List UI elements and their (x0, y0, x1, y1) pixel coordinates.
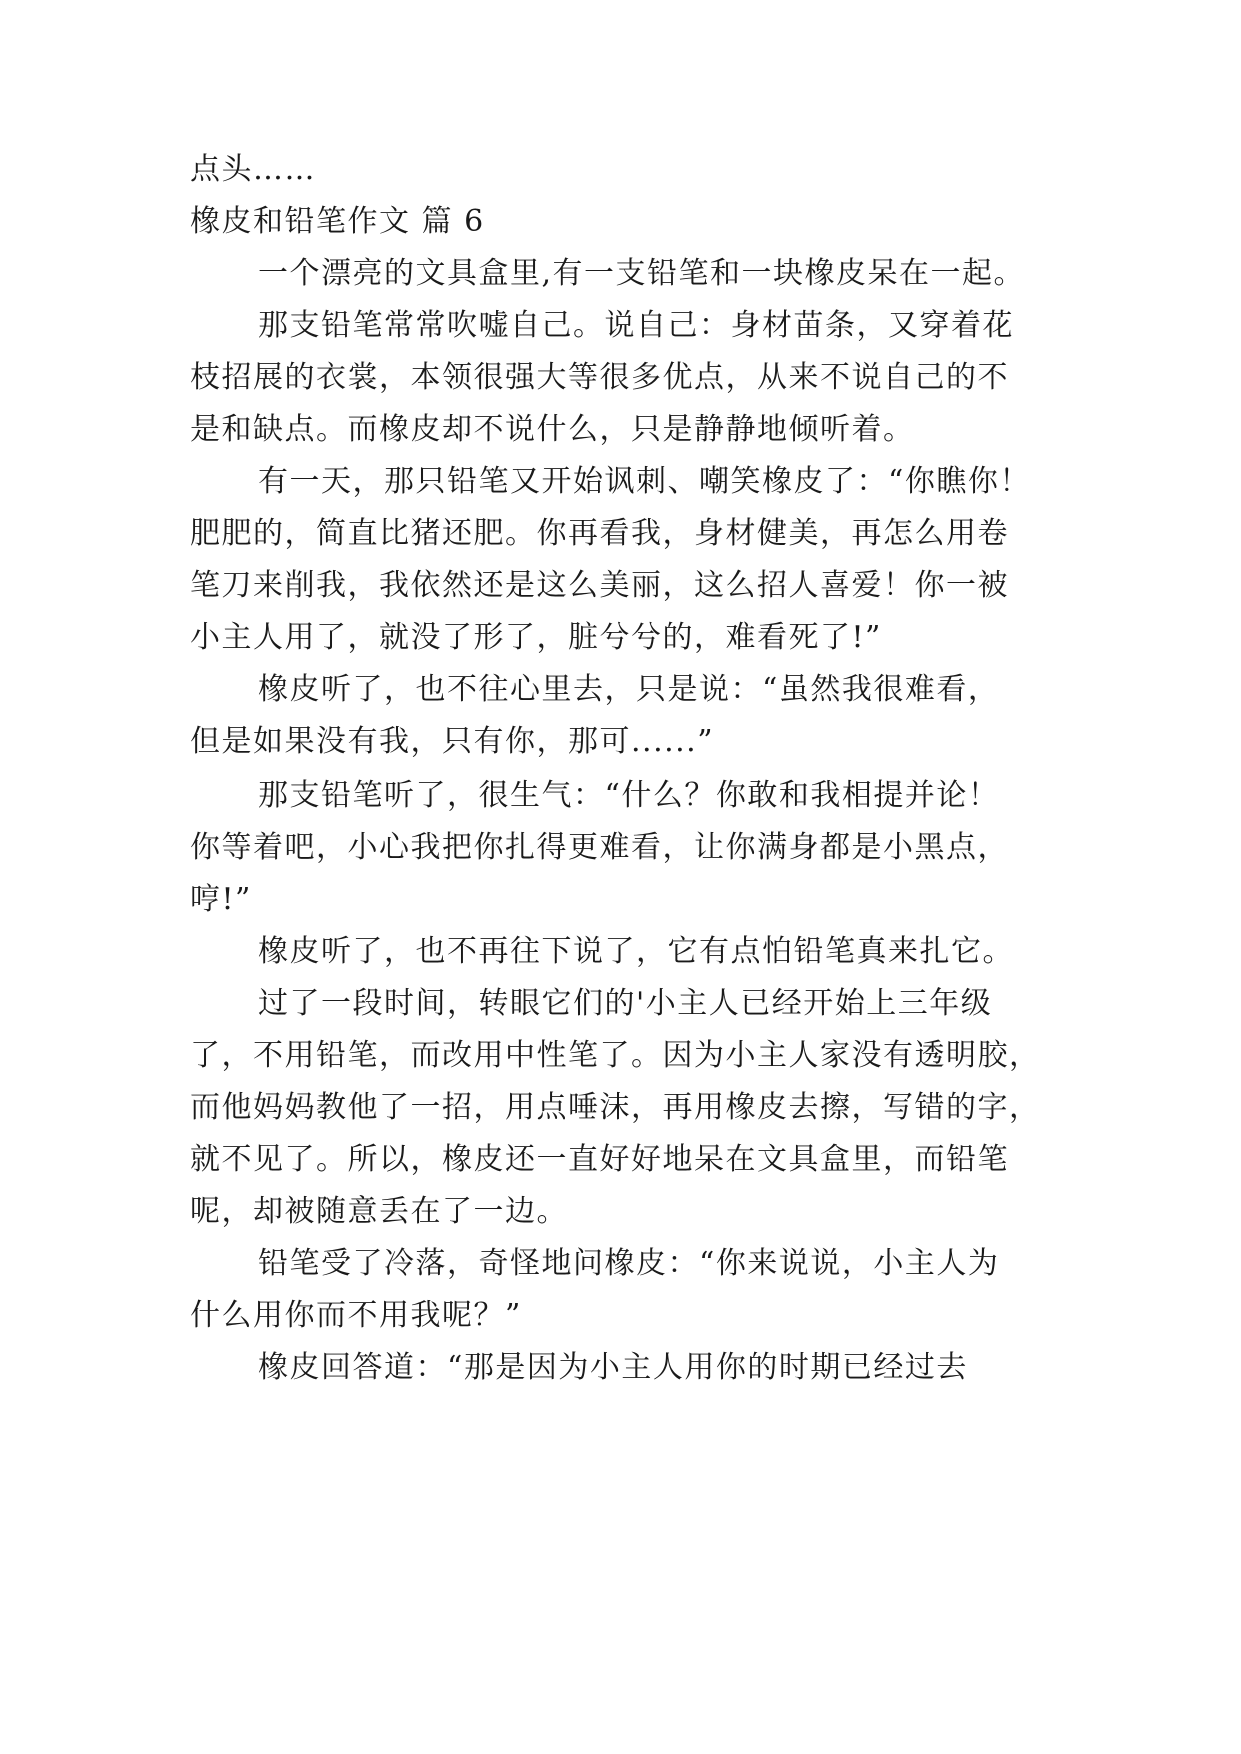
section-heading: 橡皮和铅笔作文 篇 6 (190, 204, 485, 239)
paragraph-line: 橡皮听了，也不往心里去，只是说：“虽然我很难看， (258, 672, 1000, 707)
paragraph-line: 那支铅笔常常吹嘘自己。说自己：身材苗条，又穿着花 (258, 308, 1014, 343)
paragraph-line: 但是如果没有我，只有你，那可......” (190, 724, 715, 759)
paragraph-line: 枝招展的衣裳，本领很强大等很多优点，从来不说自己的不 (190, 360, 1009, 395)
text-line: 点头…… (190, 152, 316, 187)
paragraph-line: 呢，却被随意丢在了一边。 (190, 1194, 568, 1229)
paragraph-line: 是和缺点。而橡皮却不说什么，只是静静地倾听着。 (190, 412, 915, 447)
paragraph-line: 橡皮听了，也不再往下说了，它有点怕铅笔真来扎它。 (258, 934, 1014, 969)
paragraph-line: 那支铅笔听了，很生气：“什么？你敢和我相提并论！ (258, 778, 1000, 813)
paragraph-line: 有一天，那只铅笔又开始讽刺、嘲笑橡皮了：“你瞧你！ (258, 464, 1031, 499)
paragraph-line: 肥肥的，简直比猪还肥。你再看我，身材健美，再怎么用卷 (190, 516, 1009, 551)
paragraph-line: 你等着吧，小心我把你扎得更难看，让你满身都是小黑点， (190, 830, 1009, 865)
paragraph-line: 就不见了。所以，橡皮还一直好好地呆在文具盒里，而铅笔 (190, 1142, 1009, 1177)
paragraph-line: 哼!” (190, 882, 252, 917)
paragraph-line: 过了一段时间，转眼它们的'小主人已经开始上三年级 (258, 986, 993, 1021)
paragraph-line: 什么用你而不用我呢？” (190, 1298, 522, 1333)
paragraph-line: 铅笔受了冷落，奇怪地问橡皮：“你来说说，小主人为 (258, 1246, 1000, 1281)
paragraph-line: 橡皮回答道：“那是因为小主人用你的时期已经过去 (258, 1350, 968, 1385)
paragraph-line: 小主人用了，就没了形了，脏兮兮的，难看死了!” (190, 620, 882, 655)
paragraph-line: 了，不用铅笔，而改用中性笔了。因为小主人家没有透明胶， (190, 1038, 1041, 1073)
paragraph-line: 而他妈妈教他了一招，用点唾沫，再用橡皮去擦，写错的字， (190, 1090, 1041, 1125)
paragraph-line: 一个漂亮的文具盒里,有一支铅笔和一块橡皮呆在一起。 (258, 256, 1026, 291)
paragraph-line: 笔刀来削我，我依然还是这么美丽，这么招人喜爱！你一被 (190, 568, 1009, 603)
